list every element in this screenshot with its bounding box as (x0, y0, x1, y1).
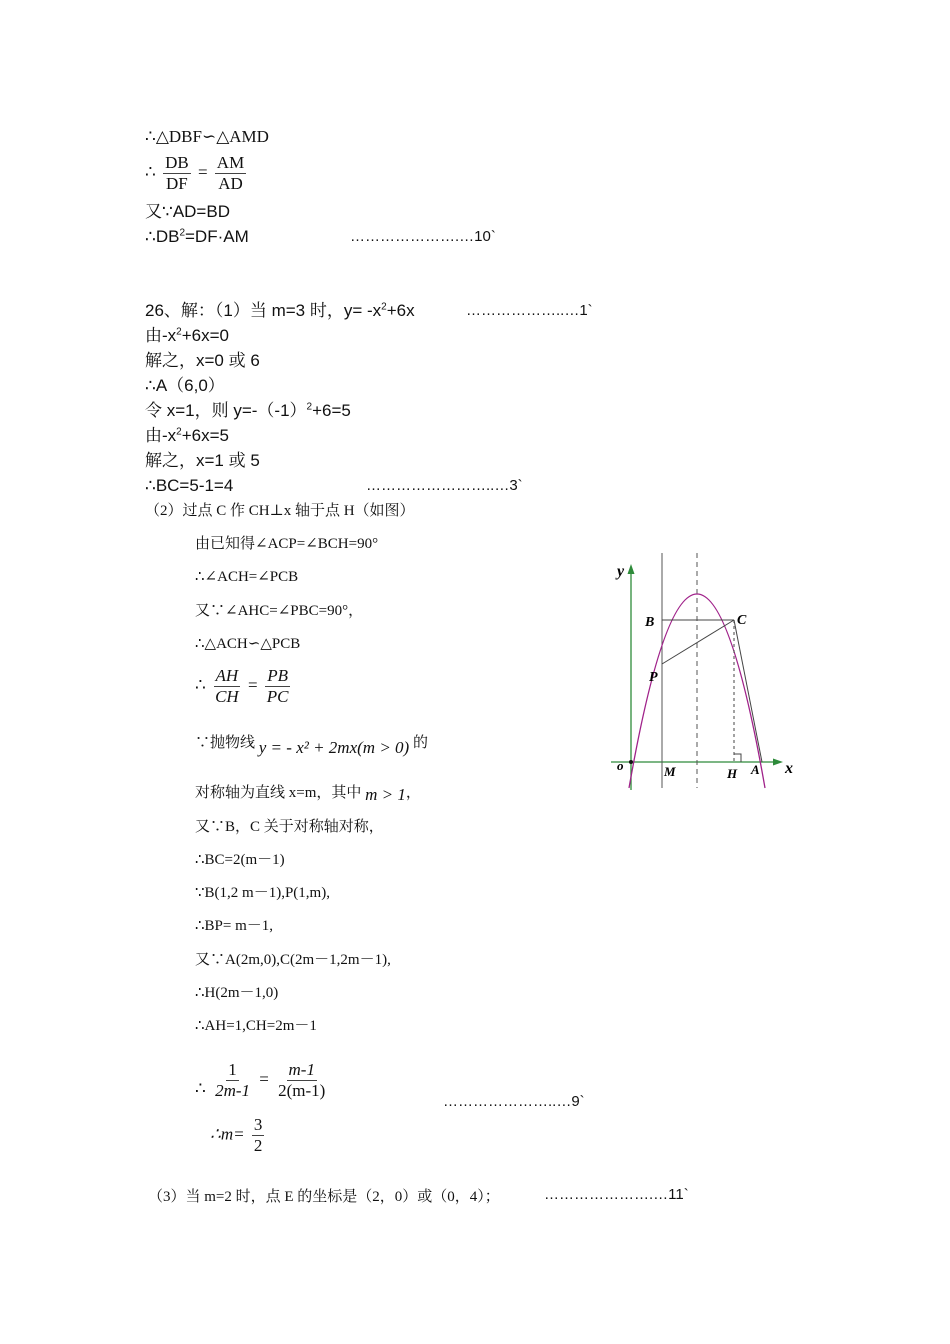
point-b-label: B (645, 615, 655, 630)
solution-line: 又∵A(2m,0),C(2m－1,2m－1), (195, 952, 391, 968)
fraction-am-ad: $\frac{AM}{AD}$ (216, 153, 245, 193)
point-h-label: H (727, 766, 738, 781)
parabola-figure (607, 548, 807, 798)
solution-line: ∴△ACH∽△PCB (195, 636, 301, 652)
y-axis-label: y (617, 563, 625, 580)
solution-line: 令 x=1，则 $y=-(-1)^2+6=5$ (145, 401, 351, 420)
solution-line: ∴A（6,0） (145, 376, 225, 395)
proof-line: 又∵AD=BD (145, 202, 230, 221)
point-c-label: C (737, 613, 747, 628)
score-mark: ………………..…1` (466, 302, 593, 319)
solution-line: 对称轴为直线 x=m，其中 m > 1， (195, 785, 421, 804)
solution-line: ∵B(1,2 m－1),P(1,m), (195, 885, 330, 901)
score-mark: …………………..…9` (443, 1093, 585, 1110)
origin-label: o (617, 758, 624, 773)
point-a-label: A (751, 762, 760, 777)
solution-line: 解之，x=1 或 5 (145, 451, 260, 470)
solution-line: 由$-x^2+6x=5$ (145, 426, 229, 445)
fraction-result: $\frac{3}{2}$ (253, 1115, 263, 1155)
origin-point (629, 760, 633, 764)
segment-pc (662, 620, 734, 664)
solution-line: 解之，x=0 或 6 (145, 351, 260, 370)
equation-line: ∴ $\frac{1}{2m-1}$ = $\frac{m-1}{2(m-1)}$ (195, 1060, 326, 1100)
solution-line: 又∵B，C 关于对称轴对称， (195, 819, 384, 835)
point-m-label: M (664, 764, 676, 779)
therefore-symbol: ∴ (145, 162, 156, 182)
fraction-left: $\frac{1}{2m-1}$ (215, 1060, 251, 1100)
proof-line: ∴△DBF∽△AMD (145, 127, 269, 146)
right-angle-mark (734, 754, 741, 762)
part-3-line: （3）当 m=2 时，点 E 的坐标是（2，0）或（0，4）； (148, 1189, 500, 1205)
score-mark: ………………….…10` (350, 228, 496, 245)
parabola-formula: y = - x² + 2mx(m > 0) (258, 738, 410, 757)
fraction-right: $\frac{m-1}{2(m-1)}$ (278, 1060, 326, 1100)
score-mark: ……………………..…3` (366, 477, 523, 494)
proof-line: $\therefore DB^2=DF\cdot AM$ (145, 227, 249, 246)
solution-line: 又∵∠AHC=∠PBC=90°， (195, 603, 364, 619)
fraction-db-df: $\frac{DB}{DF}$ (165, 153, 189, 193)
solution-line: ∴AH=1,CH=2m－1 (195, 1018, 317, 1034)
solution-line: ∵抛物线 y = - x² + 2mx(m > 0) 的 (195, 735, 428, 757)
x-axis-arrow (773, 759, 783, 766)
point-p-label: P (649, 670, 658, 685)
solution-line: 由$-x^2+6x=0$ (145, 326, 229, 345)
x-axis-label: x (785, 760, 793, 777)
question-heading: 26、解：（1）当 m=3 时，$y= -x^2+6x$ (145, 301, 415, 320)
solution-line: ∴BC=2(m－1) (195, 852, 285, 868)
ratio-line: ∴ $\frac{DB}{DF}$ = $\frac{AM}{AD}$ (145, 153, 245, 193)
solution-line: ∴BP= m－1, (195, 918, 274, 934)
segment-ca (734, 620, 762, 762)
part-heading: （2）过点 C 作 CH⊥x 轴于点 H（如图） (145, 503, 415, 519)
solution-line: ∴∠ACH=∠PCB (195, 569, 299, 585)
ratio-line: ∴ $\frac{AH}{CH}$ = $\frac{PB}{PC}$ (195, 666, 289, 706)
condition-formula: m > 1 (365, 785, 406, 804)
score-mark: ………………….…11` (544, 1186, 689, 1203)
fraction-ah-ch: $\frac{AH}{CH}$ (215, 666, 239, 706)
result-line: ∴m= $\frac{3}{2}$ (210, 1115, 263, 1155)
fraction-pb-pc: $\frac{PB}{PC}$ (266, 666, 289, 706)
solution-line: ∴BC=5-1=4 (145, 476, 234, 495)
solution-line: ∴H(2m－1,0) (195, 985, 279, 1001)
solution-line: 由已知得∠ACP=∠BCH=90° (195, 536, 379, 552)
y-axis-arrow (628, 564, 635, 574)
